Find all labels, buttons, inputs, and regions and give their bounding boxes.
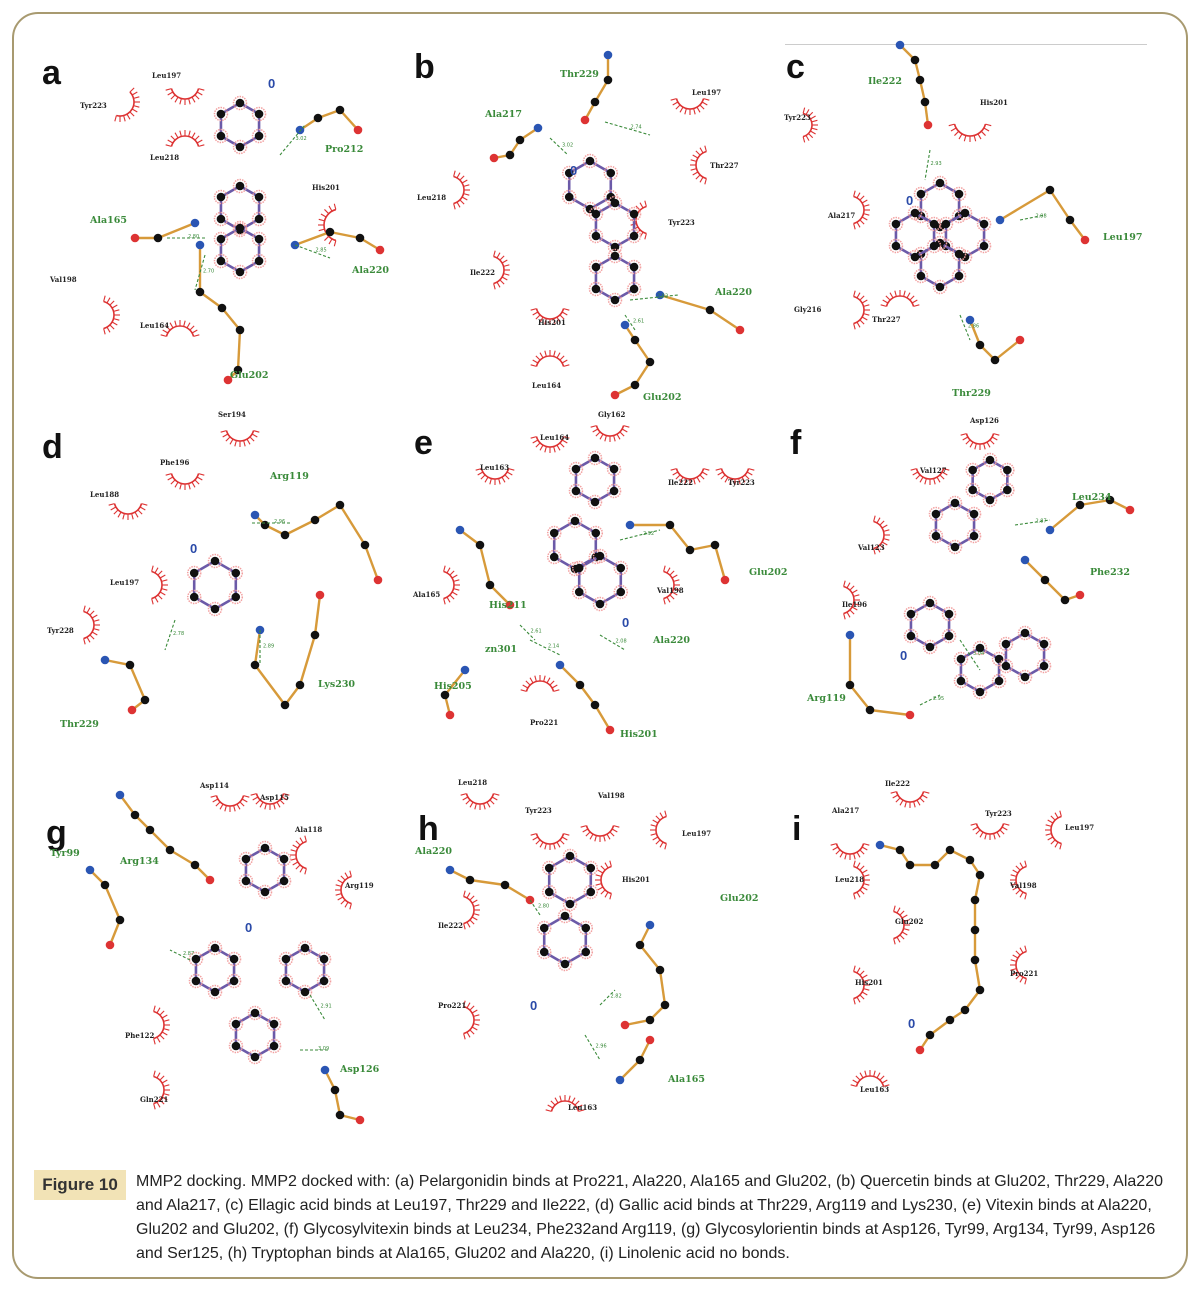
panel-a-hydrophobic-arc xyxy=(166,89,205,105)
panel-c-hydrophobic-arc xyxy=(949,124,992,142)
panel-b-residue-label: Ile222 xyxy=(470,268,495,277)
panel-a-hbond-residue-label: Glu202 xyxy=(230,370,269,381)
panel-e-residue-chain xyxy=(441,666,470,720)
panel-h-hbond-label: 2.96 xyxy=(595,1043,607,1050)
panel-b-residue-chain xyxy=(611,318,655,400)
panel-b-hydrophobic-arc xyxy=(671,99,710,115)
panel-g-hydrophobic-arc xyxy=(211,796,250,812)
panel-c-hbond-label: 2.98 xyxy=(1035,213,1047,220)
panel-f-ring xyxy=(929,497,980,554)
panel-e-hydrophobic-arc xyxy=(521,675,560,691)
panel-g-hbond-residue-label: Tyr99 xyxy=(50,848,80,859)
panel-d-ligand-marker: 0 xyxy=(190,541,198,556)
panel-a-hydrophobic-arc xyxy=(115,88,140,122)
panel-i-hydrophobic-arc xyxy=(831,844,870,860)
panel-f-residue-label: Val123 xyxy=(858,543,885,552)
panel-i-hydrophobic-arc xyxy=(1010,861,1026,900)
panel-f-residue-label: Ile196 xyxy=(842,600,867,609)
panel-g-residue-label: Phe122 xyxy=(125,1031,155,1040)
panel-c-hbond-residue-label: Leu197 xyxy=(1103,232,1143,243)
panel-b-hydrophobic-arc xyxy=(531,350,570,366)
figure-label: Figure 10 xyxy=(34,1170,126,1200)
panel-h-residue-label: Leu163 xyxy=(568,1103,598,1112)
panel-c-residue-label: Thr227 xyxy=(872,315,901,324)
panel-a-ring xyxy=(214,222,265,279)
panel-h-residue-label: Pro221 xyxy=(438,1001,467,1010)
panel-f-hbond-label: 2.95 xyxy=(933,696,945,702)
panel-h-hydrophobic-arc xyxy=(464,891,480,930)
panel-h-residue-label: Tyr223 xyxy=(525,806,552,815)
panel-i-residue-label: Tyr223 xyxy=(985,809,1012,818)
panel-h-residue-chain xyxy=(621,921,670,1030)
panel-c-residue-label: Ala217 xyxy=(828,211,856,220)
panel-a-residue-label: Leu197 xyxy=(152,71,182,80)
panel-e-ring xyxy=(573,550,628,611)
panel-c-residue-label: His201 xyxy=(980,98,1008,107)
panel-h-ring xyxy=(538,910,593,971)
panel-c-ligand-marker: 0 xyxy=(906,193,914,208)
figure-caption: MMP2 docking. MMP2 docked with: (a) Pelargonidin binds at Pro221, Ala220, Ala165 and Glu202, (b) Quercetin binds at Glu202, Thr229, Ala220 and Ala217, (c) Ellagic acid binds at Leu197, Thr229 and Ile222, (d) Gallic acid binds at Thr229, Arg119 and Lys230, (e) Vitexin binds at Ala220, Glu202 and Glu202, (f) Glycosylvitexin binds at Leu234, Phe232and Arg119, (g) Glycosylorientin binds at Asp126, Tyr99, Arg134, Tyr99, Asp126 and Ser125, (h) Tryptophan binds at Ala165, Glu202 and Ala220, (i) Linolenic acid no bonds. xyxy=(136,1173,1163,1262)
panel-g-letter: g xyxy=(46,814,67,852)
panel-e-hydrophobic-arc xyxy=(591,426,630,442)
panel-f-hbond-label: 2.87 xyxy=(1035,518,1047,525)
panel-f-hbond-residue-label: Arg119 xyxy=(807,693,846,704)
panel-h-residue-label: Ile222 xyxy=(438,921,463,930)
panel-d-hydrophobic-arc xyxy=(166,474,205,490)
panel-g-residue-chain xyxy=(116,791,215,885)
panel-b-hbond xyxy=(605,122,650,135)
ligplot-panel-i xyxy=(780,770,1160,1130)
panel-f-letter: f xyxy=(790,424,802,462)
panel-f-residue-chain xyxy=(1021,556,1085,605)
panel-b-ligand-marker: 0 xyxy=(570,163,578,178)
panel-a-residue-chain xyxy=(296,106,363,135)
panel-i-residue-label: Ile222 xyxy=(885,779,910,788)
panel-g-hbond-residue-label: Asp126 xyxy=(340,1064,380,1075)
panel-b-hbond-residue-label: Thr229 xyxy=(560,69,599,80)
panel-b-hbond-label: 2.74 xyxy=(630,124,642,131)
panel-e-residue-label: Pro221 xyxy=(530,718,559,727)
panel-e-hbond-label: 2.61 xyxy=(530,628,542,635)
panel-e-residue-label: Tyr223 xyxy=(728,478,755,487)
panel-h-residue-label: Val198 xyxy=(598,791,625,800)
panel-h-hbond-residue-label: Glu202 xyxy=(720,893,759,904)
panel-e-hydrophobic-arc xyxy=(444,566,460,605)
panel-d-residue-chain xyxy=(251,501,383,585)
ligplot-panel-g xyxy=(40,770,400,1130)
panel-b-residue-label: Tyr223 xyxy=(668,218,695,227)
ligplot-panel-c xyxy=(780,40,1160,410)
panel-e-residue-label: Leu163 xyxy=(480,463,510,472)
panel-e-residue-label: Gly162 xyxy=(598,410,626,419)
panel-d-residue-chain xyxy=(101,656,150,715)
panel-g-ring xyxy=(239,842,290,899)
panel-g-hydrophobic-arc xyxy=(290,836,306,875)
panel-a-residue-label: His201 xyxy=(312,183,340,192)
panel-b-hydrophobic-arc xyxy=(690,146,706,185)
panel-g-ligand-marker: 0 xyxy=(245,920,253,935)
panel-f-residue-chain xyxy=(846,631,915,720)
ligplot-panel-a xyxy=(40,40,400,400)
panel-i-residue-label: Pro221 xyxy=(1010,969,1039,978)
panel-f-residue-label: Asp126 xyxy=(970,416,999,425)
panel-f-hydrophobic-arc xyxy=(961,434,1000,450)
panel-h-residue-label: Leu218 xyxy=(458,778,488,787)
panel-i-residue-label: Ala217 xyxy=(832,806,860,815)
panel-e-hbond-residue-label: Glu202 xyxy=(749,567,788,578)
panel-a-residue-chain xyxy=(291,228,385,255)
panel-i-residue-label: Leu163 xyxy=(860,1085,890,1094)
ligplot-panel-h xyxy=(410,770,780,1130)
panel-h-hydrophobic-arc xyxy=(581,826,620,842)
panel-a-hydrophobic-arc xyxy=(318,204,336,247)
panel-g-hbond-label: 2.91 xyxy=(320,1003,332,1010)
panel-a-residue-label: Leu164 xyxy=(140,321,170,330)
panel-g-residue-label: Asp115 xyxy=(260,793,289,802)
panel-h-ligand-marker: 0 xyxy=(530,998,538,1013)
panel-a-hbond-residue-label: Ala220 xyxy=(352,265,389,276)
panel-i-residue-label: Leu218 xyxy=(835,875,865,884)
panel-d-hbond-residue-label: Arg119 xyxy=(270,471,309,482)
panel-g-residue-label: Asp114 xyxy=(200,781,229,790)
panel-b-residue-chain xyxy=(581,51,613,125)
panel-i-residue-label: His201 xyxy=(855,978,883,987)
panel-c-residue-label: Gly216 xyxy=(794,305,822,314)
panel-c-residue-label: Tyr223 xyxy=(784,113,811,122)
panel-h-letter: h xyxy=(418,810,439,848)
panel-e-hbond-residue-label: zn301 xyxy=(485,644,518,655)
panel-a-hbond-label: 3.02 xyxy=(295,136,307,142)
panel-i-hydrophobic-arc xyxy=(891,792,930,808)
panel-d-ring xyxy=(188,555,243,616)
panel-g-hbond-label: 2.87 xyxy=(183,951,195,957)
panel-f-ring xyxy=(904,597,955,654)
panel-e-hbond-label: 2.14 xyxy=(548,643,560,650)
panel-g-hydrophobic-arc xyxy=(335,871,351,910)
panel-b-residue-label: Thr227 xyxy=(710,161,739,170)
panel-i-letter: i xyxy=(792,810,802,848)
panel-c-hbond-residue-label: Thr229 xyxy=(952,388,991,399)
panel-e-residue-chain xyxy=(626,521,730,585)
panel-a-hbond-label: 2.70 xyxy=(203,268,215,275)
panel-a-hydrophobic-arc xyxy=(166,130,205,146)
panel-h-residue-chain xyxy=(616,1036,655,1085)
panel-a-hbond-label: 2.85 xyxy=(315,247,327,254)
ligplot-panel-b xyxy=(410,40,780,410)
panel-h-residue-label: Leu197 xyxy=(682,829,712,838)
panel-d-letter: d xyxy=(42,428,63,466)
panel-d-residue-chain xyxy=(251,591,325,710)
panel-f-hbond-residue-label: Leu234 xyxy=(1072,492,1112,503)
panel-a-ligand-marker: 0 xyxy=(268,76,276,91)
panel-i-hydrophobic-arc xyxy=(971,824,1010,840)
panel-c-letter: c xyxy=(786,48,805,86)
panel-d-hbond-residue-label: Lys230 xyxy=(318,679,356,690)
panel-b-hydrophobic-arc xyxy=(494,251,510,290)
panel-a-hydrophobic-arc xyxy=(104,296,120,335)
panel-e-residue-label: Ile222 xyxy=(668,478,693,487)
panel-i-ligand-marker: 0 xyxy=(908,1016,916,1031)
panel-b-hbond-residue-label: Ala217 xyxy=(485,109,522,120)
panel-d-hydrophobic-arc xyxy=(84,606,100,645)
panel-h-hydrophobic-arc xyxy=(650,811,666,850)
panel-h-ring xyxy=(543,850,598,911)
panel-d-hbond-residue-label: Thr229 xyxy=(60,719,99,730)
panel-d-hydrophobic-arc xyxy=(221,431,260,447)
panel-e-hbond-residue-label: His201 xyxy=(620,729,658,740)
panel-i-hydrophobic-arc xyxy=(851,1070,890,1086)
panel-c-hbond-residue-label: Ile222 xyxy=(868,76,902,87)
panel-d-hbond-label: 2.96 xyxy=(274,519,286,525)
panel-e-ring xyxy=(569,452,620,509)
panel-g-residue-label: Arg119 xyxy=(345,881,374,890)
panel-g-ring xyxy=(229,1007,280,1064)
panel-e-residue-label: Val198 xyxy=(657,586,684,595)
panel-b-hbond-label: 3.02 xyxy=(562,142,574,149)
panel-i-hydrophobic-arc xyxy=(1045,811,1061,850)
panel-c-hbond-label: 2.86 xyxy=(968,323,980,330)
panel-e-hbond-label: 2.92 xyxy=(643,531,655,537)
panel-d-hbond-label: 2.78 xyxy=(173,631,185,637)
panel-e-ligand-marker: 0 xyxy=(622,615,630,630)
panel-c-hydrophobic-arc xyxy=(854,291,870,330)
panel-h-residue-chain xyxy=(446,866,535,905)
panel-b-hbond-residue-label: Ala220 xyxy=(715,287,752,298)
panel-h-residue-label: His201 xyxy=(622,875,650,884)
panel-b-hbond-label: 2.82 xyxy=(657,293,669,300)
panel-h-hbond-label: 2.80 xyxy=(538,903,550,910)
ligplot-panel-f xyxy=(780,405,1160,755)
panel-e-residue-label: Leu164 xyxy=(540,433,570,442)
panel-h-hydrophobic-arc xyxy=(461,794,500,810)
panel-g-hbond-residue-label: Arg134 xyxy=(120,856,159,867)
panel-g-residue-label: Gln221 xyxy=(140,1095,169,1104)
panel-e-hbond-label: 2.08 xyxy=(615,638,627,645)
panel-h-hydrophobic-arc xyxy=(531,834,570,850)
panel-d-hbond-label: 2.89 xyxy=(263,643,275,650)
panel-e-residue-label: Ala165 xyxy=(413,590,441,599)
panel-i-hydrophobic-arc xyxy=(1010,946,1026,985)
panel-b-ring xyxy=(589,250,640,307)
panel-g-residue-chain xyxy=(86,866,125,950)
panel-g-residue-label: Ala118 xyxy=(295,825,323,834)
panel-e-letter: e xyxy=(414,424,433,462)
panel-f-ligand-marker: 0 xyxy=(900,648,908,663)
panel-h-hbond-residue-label: Ala220 xyxy=(415,846,452,857)
panel-a-residue-label: Val198 xyxy=(50,275,77,284)
panel-h-hbond-residue-label: Ala165 xyxy=(668,1074,705,1085)
panel-i-residue-chain xyxy=(876,841,985,1055)
panel-g-hydrophobic-arc xyxy=(154,1006,170,1045)
panel-b-hbond-residue-label: Glu202 xyxy=(643,392,682,403)
panel-b-letter: b xyxy=(414,48,435,86)
panel-b-residue-label: Leu197 xyxy=(692,88,722,97)
panel-c-ring xyxy=(889,207,940,264)
panel-e-residue-chain xyxy=(456,526,515,610)
panel-b-residue-label: Leu218 xyxy=(417,193,447,202)
panel-e-hbond-residue-label: His211 xyxy=(489,600,527,611)
panel-c-hydrophobic-arc xyxy=(881,290,920,306)
panel-a-residue-label: Tyr223 xyxy=(80,101,107,110)
ligplot-panel-d xyxy=(40,405,400,755)
panel-c-hydrophobic-arc xyxy=(854,191,870,230)
panel-i-residue-label: Glu202 xyxy=(895,917,924,926)
panel-e-hbond-residue-label: Ala220 xyxy=(653,635,690,646)
panel-a-hbond-label: 2.80 xyxy=(188,234,200,240)
panel-b-hydrophobic-arc xyxy=(454,171,470,210)
panel-g-ring xyxy=(189,942,240,999)
panel-b-hbond-label: 2.61 xyxy=(633,318,645,325)
panel-c-hbond-label: 2.93 xyxy=(930,161,942,167)
panel-e-residue-chain xyxy=(556,661,615,735)
panel-g-hbond-label: 3.09 xyxy=(318,1046,330,1052)
panel-d-hydrophobic-arc xyxy=(152,566,168,605)
panel-a-residue-label: Leu218 xyxy=(150,153,180,162)
panel-e-hydrophobic-arc xyxy=(664,566,680,605)
panel-c-hbond xyxy=(925,150,930,180)
panel-d-residue-label: Leu197 xyxy=(110,578,140,587)
panel-e-hbond-residue-label: His205 xyxy=(434,681,472,692)
panel-b-residue-label: His201 xyxy=(538,318,566,327)
panel-a-ring xyxy=(214,97,265,154)
panel-d-residue-label: Ser194 xyxy=(218,410,246,419)
panel-d-residue-label: Leu188 xyxy=(90,490,120,499)
panel-h-hbond-label: 2.82 xyxy=(610,993,622,1000)
panel-d-residue-label: Phe196 xyxy=(160,458,190,467)
ligplot-panel-e xyxy=(410,405,788,755)
panel-b-residue-label: Leu164 xyxy=(532,381,562,390)
panel-f-residue-label: Val127 xyxy=(920,466,947,475)
panel-d-hydrophobic-arc xyxy=(109,504,148,520)
panel-i-residue-label: Val198 xyxy=(1010,881,1037,890)
panel-f-ring xyxy=(999,627,1050,684)
panel-f-hbond-residue-label: Phe232 xyxy=(1090,567,1130,578)
panel-e-ring xyxy=(548,515,603,576)
panel-a-letter: a xyxy=(42,54,61,92)
panel-a-hbond-residue-label: Ala165 xyxy=(90,215,127,226)
panel-f-hbond-label: 3.04 xyxy=(973,651,985,657)
panel-d-residue-label: Tyr228 xyxy=(47,626,74,635)
panel-a-hbond-residue-label: Pro212 xyxy=(325,144,364,155)
panel-f-ring xyxy=(966,454,1014,507)
panel-i-residue-label: Leu197 xyxy=(1065,823,1095,832)
panel-b-residue-chain xyxy=(490,124,543,163)
panel-g-ring xyxy=(279,942,330,999)
